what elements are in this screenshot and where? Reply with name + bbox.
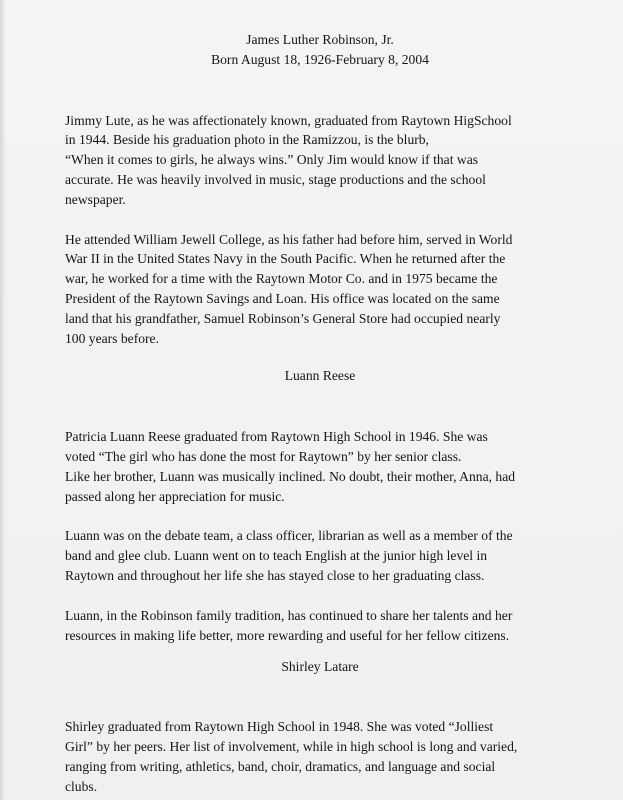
luann-paragraph-1 [65,427,575,506]
text-line: Raytown and throughout her life she has stayed close to her graduating class. [65,567,485,583]
text-line: band and glee club. Luann went on to teach English at the junior high level in [65,548,488,564]
header-name: James Luther Robinson, Jr. [246,32,394,47]
text-line: resources in making life better, more rewarding and useful for her fellow citizens. [65,627,510,643]
text-line: accurate. He was heavily involved in music, stage productions and the school [65,171,486,187]
james-paragraph-1 [65,111,575,210]
text-line: land that his grandfather, Samuel Robinson’s General Store had occupied nearly [65,310,501,326]
text-line: newspaper. [65,191,126,207]
document-body [65,30,575,796]
text-line: clubs. [65,778,98,794]
text-line: Jimmy Lute, as he was affectionately known, graduated from Raytown HigSchool [65,112,512,128]
text-line: ranging from writing, athletics, band, choir, dramatics, and language and social [65,758,496,774]
text-line: Shirley graduated from Raytown High School in 1948. She was voted “Jolliest [65,719,494,735]
section-heading-shirley: Shirley Latare [281,659,359,675]
text-line: He attended William Jewell College, as his father had before him, served in World [65,231,513,247]
james-paragraph-2 [65,230,575,349]
shirley-paragraph-1 [65,717,575,796]
text-line: 100 years before. [65,330,159,346]
text-line: Like her brother, Luann was musically inclined. No doubt, their mother, Anna, had [65,468,516,484]
text-line: passed along her appreciation for music. [65,488,285,504]
text-line: Girl” by her peers. Her list of involvement, while in high school is long and varied, [65,738,518,754]
text-line: President of the Raytown Savings and Loan. His office was located on the same [65,290,500,306]
text-line: “When it comes to girls, he always wins.” Only Jim would know if that was [65,152,479,168]
text-line: war, he worked for a time with the Raytown Motor Co. and in 1975 became the [65,271,498,287]
text-line: Luann was on the debate team, a class officer, librarian as well as a member of the [65,528,513,544]
luann-paragraph-3 [65,606,575,646]
text-line: Patricia Luann Reese graduated from Raytown High School in 1946. She was [65,429,488,445]
section-heading-luann: Luann Reese [284,368,356,384]
luann-paragraph-2 [65,526,575,585]
header-dates: Born August 18, 1926-February 8, 2004 [211,51,429,67]
text-line: in 1944. Beside his graduation photo in the Ramizzou, is the blurb, [65,132,429,148]
text-line: War II in the United States Navy in the South Pacific. When he returned after the [65,251,506,267]
text-line: Luann, in the Robinson family tradition, has continued to share her talents and her [65,607,513,623]
page-edge-shadow [0,0,5,800]
text-line: voted “The girl who has done the most for Raytown” by her senior class. [65,448,462,464]
